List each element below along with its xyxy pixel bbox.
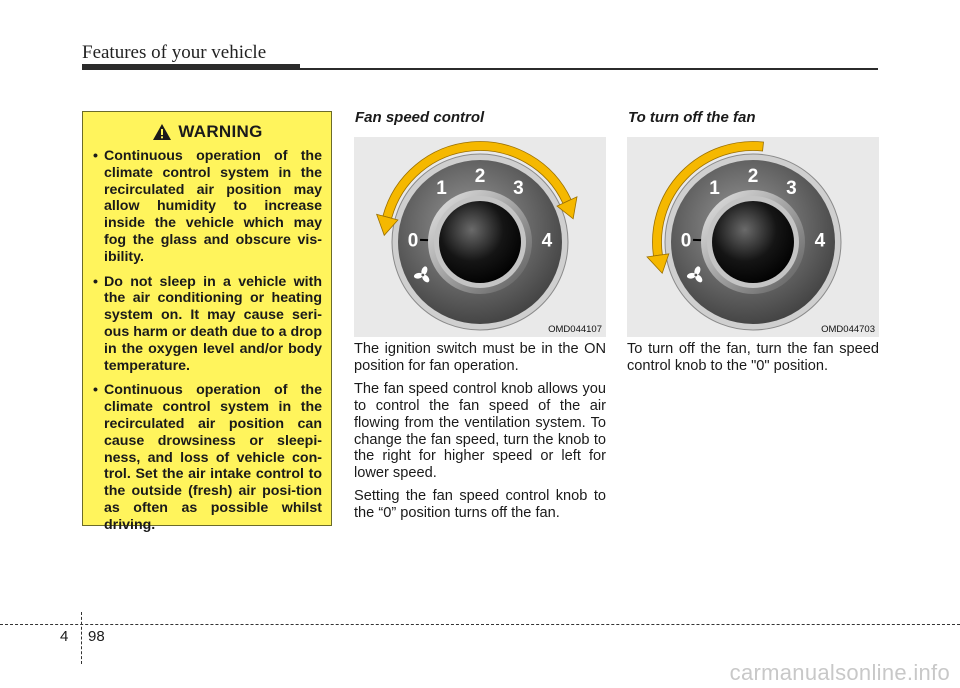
footer-rule bbox=[0, 624, 960, 625]
figure-code: OMD044703 bbox=[821, 324, 875, 335]
page-header-title: Features of your vehicle bbox=[82, 42, 267, 63]
fan-speed-body bbox=[354, 341, 606, 528]
svg-text:2: 2 bbox=[474, 166, 486, 187]
warning-list bbox=[93, 148, 322, 534]
warning-box bbox=[82, 111, 332, 533]
warning-header bbox=[93, 122, 322, 142]
svg-text:0: 0 bbox=[407, 230, 419, 252]
svg-text:0: 0 bbox=[680, 230, 692, 252]
paragraph: Setting the fan speed control knob to the “0” position turns off the fan. bbox=[354, 488, 606, 522]
fan-speed-heading: Fan speed control bbox=[355, 109, 485, 126]
warning-title: WARNING bbox=[178, 122, 263, 141]
svg-text:3: 3 bbox=[513, 178, 524, 200]
fan-speed-dial-illustration bbox=[354, 137, 606, 337]
svg-text:1: 1 bbox=[436, 178, 447, 200]
paragraph: The fan speed control knob allows you to control the fan speed of the air flowing from the ventilation system. To change the fan speed, turn the knob to the right for higher speed or left for lower speed. bbox=[354, 380, 606, 482]
svg-text:1: 1 bbox=[709, 178, 720, 200]
header-rule-thick bbox=[82, 64, 300, 70]
warning-item: • Continuous operation of the climate control system in the recirculated air position can cause drowsiness or sleepi-ness, and loss of vehicle con-trol. Set the air intake control to the outside (fresh) air posi-tion as often as possible whilst driving. bbox=[93, 382, 322, 533]
fan-off-heading: To turn off the fan bbox=[628, 109, 756, 126]
paragraph: The ignition switch must be in the ON position for fan operation. bbox=[354, 341, 606, 374]
figure-code: OMD044107 bbox=[548, 324, 602, 335]
fan-off-figure bbox=[627, 137, 879, 337]
header-rule-thin bbox=[300, 68, 878, 70]
warning-item: • Do not sleep in a vehicle with the air conditioning or heating system on. It may cause seri-ous harm or death due to a drop in the oxygen level and/or body temperature. bbox=[93, 274, 322, 375]
footer-divider bbox=[81, 612, 82, 664]
svg-text:3: 3 bbox=[786, 178, 797, 200]
watermark: carmanualsonline.info bbox=[729, 660, 950, 685]
fan-off-body bbox=[627, 341, 879, 381]
fan-speed-figure bbox=[354, 137, 606, 337]
paragraph: To turn off the fan, turn the fan speed control knob to the "0" position. bbox=[627, 341, 879, 374]
warning-item: • Continuous operation of the climate control system in the recirculated air position may allow humidity to increase inside the vehicle which may fog the glass and obscure vis-ibility. bbox=[93, 148, 322, 266]
chapter-number: 4 bbox=[60, 628, 69, 645]
page-number: 98 bbox=[88, 628, 105, 645]
svg-text:4: 4 bbox=[541, 230, 553, 252]
warning-triangle-icon bbox=[152, 123, 172, 141]
svg-text:4: 4 bbox=[814, 230, 826, 252]
fan-off-dial-illustration bbox=[627, 137, 879, 337]
svg-text:2: 2 bbox=[747, 166, 759, 187]
